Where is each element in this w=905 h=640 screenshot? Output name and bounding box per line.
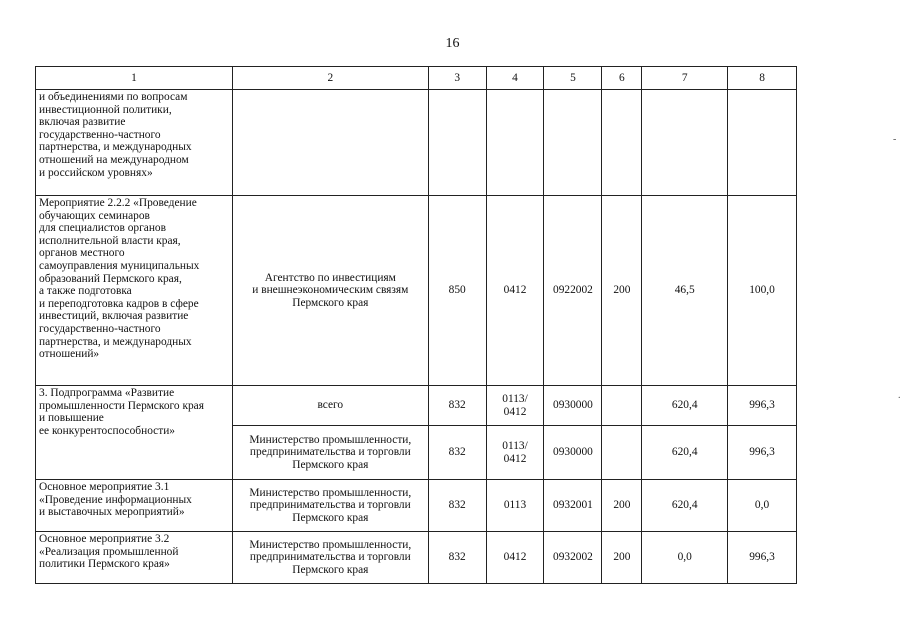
- code-cell: 0932002: [544, 532, 602, 584]
- header-cell: 6: [602, 67, 642, 90]
- code-cell: [602, 426, 642, 480]
- code-cell: 832: [428, 426, 486, 480]
- table-row: [36, 90, 797, 196]
- header-cell: 4: [486, 67, 544, 90]
- empty-cell: [642, 90, 728, 196]
- code-cell: 0930000: [544, 386, 602, 426]
- item-description: 3. Подпрограмма «Развитие промышленности Пермского края и повышение ее конкурентоспособности»: [36, 386, 233, 480]
- table-row: [36, 386, 797, 426]
- code-cell: 0113: [486, 480, 544, 532]
- scan-speck: -: [893, 134, 897, 145]
- empty-cell: [544, 90, 602, 196]
- responsible-executor: всего: [232, 386, 428, 426]
- code-cell: 200: [602, 196, 642, 386]
- budget-table: [35, 66, 797, 584]
- amount-cell: 100,0: [728, 196, 797, 386]
- amount-cell: 996,3: [728, 386, 797, 426]
- code-cell: 200: [602, 532, 642, 584]
- header-cell: 5: [544, 67, 602, 90]
- code-cell: 200: [602, 480, 642, 532]
- empty-cell: [602, 90, 642, 196]
- header-cell: 8: [728, 67, 797, 90]
- table-row: [36, 480, 797, 532]
- code-cell: 0113/ 0412: [486, 426, 544, 480]
- table-row: [36, 532, 797, 584]
- code-cell: 0930000: [544, 426, 602, 480]
- amount-cell: 0,0: [642, 532, 728, 584]
- header-row: [36, 67, 797, 90]
- empty-cell: [232, 90, 428, 196]
- amount-cell: 46,5: [642, 196, 728, 386]
- code-cell: 850: [428, 196, 486, 386]
- header-cell: 1: [36, 67, 233, 90]
- responsible-executor: Министерство промышленности, предпринимательства и торговли Пермского края: [232, 426, 428, 480]
- responsible-executor: Министерство промышленности, предпринимательства и торговли Пермского края: [232, 480, 428, 532]
- amount-cell: 620,4: [642, 480, 728, 532]
- page-number: 16: [445, 36, 460, 51]
- item-description: и объединениями по вопросам инвестиционной политики, включая развитие государственно-частного партнерства, и международных отношений на международном и российском уровнях»: [36, 90, 233, 196]
- item-description: Основное мероприятие 3.1 «Проведение информационных и выставочных мероприятий»: [36, 480, 233, 532]
- code-cell: 0922002: [544, 196, 602, 386]
- code-cell: 832: [428, 532, 486, 584]
- table-row: [36, 196, 797, 386]
- empty-cell: [728, 90, 797, 196]
- responsible-executor: Агентство по инвестициям и внешнеэкономическим связям Пермского края: [232, 196, 428, 386]
- code-cell: [602, 386, 642, 426]
- amount-cell: 0,0: [728, 480, 797, 532]
- scan-speck: .: [898, 390, 901, 401]
- code-cell: 832: [428, 480, 486, 532]
- amount-cell: 996,3: [728, 532, 797, 584]
- header-cell: 2: [232, 67, 428, 90]
- amount-cell: 996,3: [728, 426, 797, 480]
- code-cell: 0113/ 0412: [486, 386, 544, 426]
- code-cell: 0932001: [544, 480, 602, 532]
- empty-cell: [486, 90, 544, 196]
- code-cell: 0412: [486, 196, 544, 386]
- code-cell: 0412: [486, 532, 544, 584]
- item-description: Основное мероприятие 3.2 «Реализация промышленной политики Пермского края»: [36, 532, 233, 584]
- item-description: Мероприятие 2.2.2 «Проведение обучающих семинаров для специалистов органов исполнительной власти края, органов местного самоуправления муниципальных образований Пермского края, а также подготовка и переподготовка кадров в сфере инвестиций, включая развитие государственно-частного партнерства, и международных отношений»: [36, 196, 233, 386]
- code-cell: 832: [428, 386, 486, 426]
- amount-cell: 620,4: [642, 386, 728, 426]
- amount-cell: 620,4: [642, 426, 728, 480]
- responsible-executor: Министерство промышленности, предпринимательства и торговли Пермского края: [232, 532, 428, 584]
- empty-cell: [428, 90, 486, 196]
- header-cell: 7: [642, 67, 728, 90]
- header-cell: 3: [428, 67, 486, 90]
